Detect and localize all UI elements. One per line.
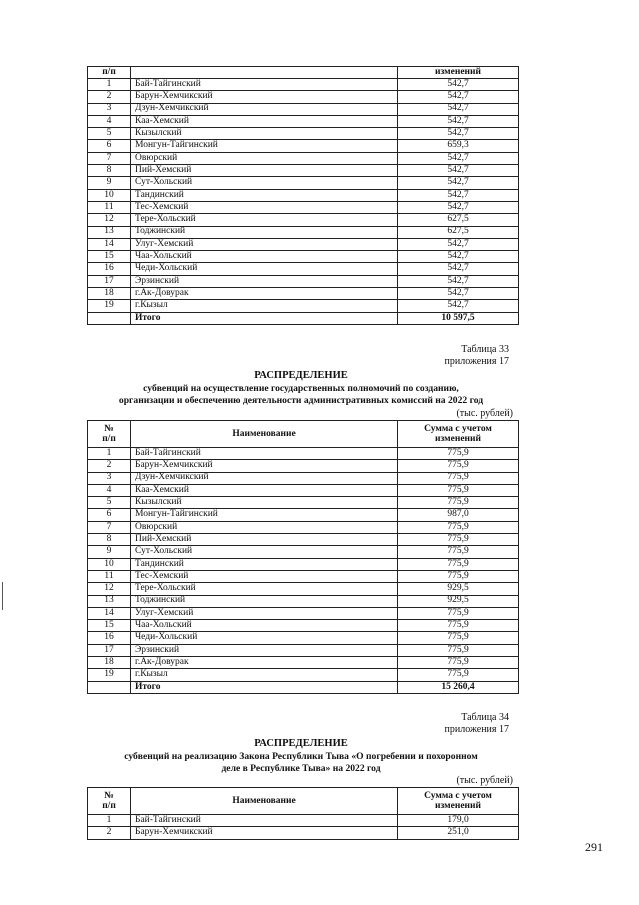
row-name: г.Ак-Довурак xyxy=(131,657,398,669)
row-name: Чеди-Хольский xyxy=(131,632,398,644)
row-value: 929,5 xyxy=(398,583,519,595)
row-name: Монгун-Тайгинский xyxy=(131,140,398,152)
table-row xyxy=(88,165,519,177)
table-row xyxy=(88,115,519,127)
row-number: 19 xyxy=(88,669,131,681)
table-33-appendix: приложения 17 xyxy=(444,356,509,367)
table-34-subtitle-line2: деле в Республике Тыва» на 2022 год xyxy=(221,763,381,774)
row-name: Бай-Тайгинский xyxy=(131,79,398,91)
table-33-subtitle-line2: организации и обеспечению деятельности административных комиссий на 2022 год xyxy=(118,395,484,406)
total-label: Итого xyxy=(131,681,398,693)
row-number: 1 xyxy=(88,448,131,460)
table-34-heading: РАСПРЕДЕЛЕНИЕ xyxy=(254,738,348,749)
table-34-appendix: приложения 17 xyxy=(444,724,509,735)
row-name: Тоджинский xyxy=(131,595,398,607)
row-name: Тандинский xyxy=(131,558,398,570)
row-number: 2 xyxy=(88,460,131,472)
row-value: 542,7 xyxy=(398,152,519,164)
row-value: 775,9 xyxy=(398,521,519,533)
row-name: Барун-Хемчикский xyxy=(131,91,398,103)
row-name: Тоджинский xyxy=(131,226,398,238)
row-value: 775,9 xyxy=(398,657,519,669)
row-name: Эрзинский xyxy=(131,275,398,287)
total-num-cell xyxy=(88,312,131,324)
row-name: Барун-Хемчикский xyxy=(131,827,398,839)
row-name: Улуг-Хемский xyxy=(131,607,398,619)
row-number: 5 xyxy=(88,497,131,509)
row-number: 16 xyxy=(88,632,131,644)
row-number: 4 xyxy=(88,115,131,127)
row-value: 775,9 xyxy=(398,534,519,546)
row-value: 542,7 xyxy=(398,103,519,115)
row-name: Эрзинский xyxy=(131,644,398,656)
row-name: Кызылский xyxy=(131,128,398,140)
table-row xyxy=(88,448,519,460)
table-row xyxy=(88,472,519,484)
row-number: 12 xyxy=(88,214,131,226)
row-value: 542,7 xyxy=(398,251,519,263)
table-row xyxy=(88,620,519,632)
table-row xyxy=(88,201,519,213)
table-row xyxy=(88,644,519,656)
row-number: 13 xyxy=(88,595,131,607)
table-32 xyxy=(87,66,519,325)
table-row xyxy=(88,632,519,644)
table-row xyxy=(88,275,519,287)
row-value: 775,9 xyxy=(398,669,519,681)
table-total-row xyxy=(88,312,519,324)
row-value: 542,7 xyxy=(398,288,519,300)
table-row xyxy=(88,214,519,226)
row-number: 10 xyxy=(88,558,131,570)
table-row xyxy=(88,263,519,275)
header-num: п/п xyxy=(88,67,131,79)
row-name: Дзун-Хемчикский xyxy=(131,472,398,484)
row-number: 14 xyxy=(88,607,131,619)
table-34-units: (тыс. рублей) xyxy=(456,775,513,786)
row-number: 17 xyxy=(88,644,131,656)
row-number: 13 xyxy=(88,226,131,238)
row-name: Каа-Хемский xyxy=(131,115,398,127)
row-number: 14 xyxy=(88,238,131,250)
row-name: Овюрский xyxy=(131,152,398,164)
row-value: 775,9 xyxy=(398,460,519,472)
row-number: 7 xyxy=(88,152,131,164)
row-value: 775,9 xyxy=(398,546,519,558)
header-value-line1: Сумма с учетом xyxy=(424,423,492,434)
row-value: 775,9 xyxy=(398,472,519,484)
row-number: 9 xyxy=(88,177,131,189)
row-number: 5 xyxy=(88,128,131,140)
row-value: 775,9 xyxy=(398,620,519,632)
row-number: 3 xyxy=(88,472,131,484)
table-total-row xyxy=(88,681,519,693)
header-num xyxy=(88,788,131,815)
total-value: 10 597,5 xyxy=(398,312,519,324)
row-name: г.Ак-Довурак xyxy=(131,288,398,300)
table-header-row xyxy=(88,67,519,79)
row-value: 929,5 xyxy=(398,595,519,607)
table-row xyxy=(88,595,519,607)
row-value: 775,9 xyxy=(398,448,519,460)
header-num-line1: № xyxy=(104,423,114,434)
row-name: Кызылский xyxy=(131,497,398,509)
row-number: 17 xyxy=(88,275,131,287)
row-name: Бай-Тайгинский xyxy=(131,448,398,460)
table-row xyxy=(88,583,519,595)
row-name: Овюрский xyxy=(131,521,398,533)
row-number: 18 xyxy=(88,288,131,300)
row-value: 542,7 xyxy=(398,79,519,91)
header-num-line2: п/п xyxy=(102,801,116,811)
table-33-units: (тыс. рублей) xyxy=(456,408,513,419)
row-number: 15 xyxy=(88,620,131,632)
row-value: 775,9 xyxy=(398,558,519,570)
header-num-line2: п/п xyxy=(102,434,116,444)
table-row xyxy=(88,827,519,839)
row-value: 775,9 xyxy=(398,484,519,496)
table-row xyxy=(88,607,519,619)
row-number: 4 xyxy=(88,484,131,496)
row-number: 8 xyxy=(88,165,131,177)
header-value xyxy=(398,788,519,815)
row-name: г.Кызыл xyxy=(131,300,398,312)
row-name: Тес-Хемский xyxy=(131,570,398,582)
table-row xyxy=(88,521,519,533)
row-value: 987,0 xyxy=(398,509,519,521)
row-value: 542,7 xyxy=(398,263,519,275)
row-number: 12 xyxy=(88,583,131,595)
total-label: Итого xyxy=(131,312,398,324)
row-number: 19 xyxy=(88,300,131,312)
row-number: 1 xyxy=(88,815,131,827)
table-row xyxy=(88,657,519,669)
header-value-line2: изменений xyxy=(435,801,481,811)
page-number: 291 xyxy=(585,840,603,854)
row-value: 542,7 xyxy=(398,177,519,189)
row-name: Каа-Хемский xyxy=(131,484,398,496)
row-number: 6 xyxy=(88,140,131,152)
table-row xyxy=(88,91,519,103)
table-row xyxy=(88,558,519,570)
table-row xyxy=(88,300,519,312)
table-row xyxy=(88,288,519,300)
row-value: 542,7 xyxy=(398,115,519,127)
table-header-row xyxy=(88,788,519,815)
table-33-heading: РАСПРЕДЕЛЕНИЕ xyxy=(254,370,348,381)
row-name: Чаа-Хольский xyxy=(131,251,398,263)
row-name: Тере-Хольский xyxy=(131,214,398,226)
table-row xyxy=(88,460,519,472)
row-name: г.Кызыл xyxy=(131,669,398,681)
table-33 xyxy=(87,420,519,694)
row-name: Тес-Хемский xyxy=(131,201,398,213)
table-34 xyxy=(87,787,519,840)
total-num-cell xyxy=(88,681,131,693)
table-row xyxy=(88,189,519,201)
row-value: 775,9 xyxy=(398,644,519,656)
row-value: 775,9 xyxy=(398,570,519,582)
row-value: 542,7 xyxy=(398,128,519,140)
row-number: 16 xyxy=(88,263,131,275)
table-row xyxy=(88,238,519,250)
row-name: Бай-Тайгинский xyxy=(131,815,398,827)
table-row xyxy=(88,79,519,91)
row-value: 542,7 xyxy=(398,201,519,213)
header-name xyxy=(131,67,398,79)
header-num-line1: № xyxy=(104,790,114,801)
table-row xyxy=(88,815,519,827)
row-value: 775,9 xyxy=(398,632,519,644)
row-number: 11 xyxy=(88,570,131,582)
row-number: 18 xyxy=(88,657,131,669)
row-value: 251,0 xyxy=(398,827,519,839)
row-value: 542,7 xyxy=(398,91,519,103)
table-row xyxy=(88,570,519,582)
table-row xyxy=(88,497,519,509)
row-number: 9 xyxy=(88,546,131,558)
row-value: 542,7 xyxy=(398,189,519,201)
row-value: 542,7 xyxy=(398,275,519,287)
row-value: 542,7 xyxy=(398,300,519,312)
table-row xyxy=(88,226,519,238)
header-num xyxy=(88,421,131,448)
row-number: 11 xyxy=(88,201,131,213)
row-value: 627,5 xyxy=(398,226,519,238)
header-value-line1: Сумма с учетом xyxy=(424,790,492,801)
header-value: изменений xyxy=(398,67,519,79)
header-value xyxy=(398,421,519,448)
row-name: Дзун-Хемчикский xyxy=(131,103,398,115)
row-value: 659,3 xyxy=(398,140,519,152)
row-name: Пий-Хемский xyxy=(131,534,398,546)
table-row xyxy=(88,534,519,546)
row-number: 8 xyxy=(88,534,131,546)
row-name: Монгун-Тайгинский xyxy=(131,509,398,521)
row-number: 3 xyxy=(88,103,131,115)
row-value: 627,5 xyxy=(398,214,519,226)
table-row xyxy=(88,546,519,558)
row-number: 1 xyxy=(88,79,131,91)
table-row xyxy=(88,128,519,140)
row-number: 2 xyxy=(88,827,131,839)
row-value: 775,9 xyxy=(398,607,519,619)
table-row xyxy=(88,669,519,681)
row-name: Чаа-Хольский xyxy=(131,620,398,632)
row-number: 7 xyxy=(88,521,131,533)
row-name: Сут-Хольский xyxy=(131,546,398,558)
row-value: 775,9 xyxy=(398,497,519,509)
row-number: 2 xyxy=(88,91,131,103)
row-name: Барун-Хемчикский xyxy=(131,460,398,472)
table-header-row xyxy=(88,421,519,448)
table-34-label: Таблица 34 xyxy=(461,712,509,723)
table-row xyxy=(88,177,519,189)
row-number: 10 xyxy=(88,189,131,201)
table-33-label: Таблица 33 xyxy=(461,344,509,355)
row-name: Чеди-Хольский xyxy=(131,263,398,275)
table-row xyxy=(88,103,519,115)
table-row xyxy=(88,484,519,496)
header-value-line2: изменений xyxy=(435,434,481,444)
table-row xyxy=(88,509,519,521)
row-value: 179,0 xyxy=(398,815,519,827)
total-value: 15 260,4 xyxy=(398,681,519,693)
table-row xyxy=(88,140,519,152)
row-name: Сут-Хольский xyxy=(131,177,398,189)
row-name: Улуг-Хемский xyxy=(131,238,398,250)
row-number: 15 xyxy=(88,251,131,263)
row-value: 542,7 xyxy=(398,165,519,177)
row-name: Тере-Хольский xyxy=(131,583,398,595)
table-row xyxy=(88,152,519,164)
scan-edge-mark xyxy=(2,582,3,610)
row-name: Тандинский xyxy=(131,189,398,201)
table-34-subtitle-line1: субвенций на реализацию Закона Республики Тыва «О погребении и похоронном xyxy=(124,751,478,762)
table-33-subtitle-line1: субвенций на осуществление государственных полномочий по созданию, xyxy=(143,383,459,394)
row-number: 6 xyxy=(88,509,131,521)
row-value: 542,7 xyxy=(398,238,519,250)
row-name: Пий-Хемский xyxy=(131,165,398,177)
header-name: Наименование xyxy=(131,788,398,815)
table-row xyxy=(88,251,519,263)
header-name: Наименование xyxy=(131,421,398,448)
